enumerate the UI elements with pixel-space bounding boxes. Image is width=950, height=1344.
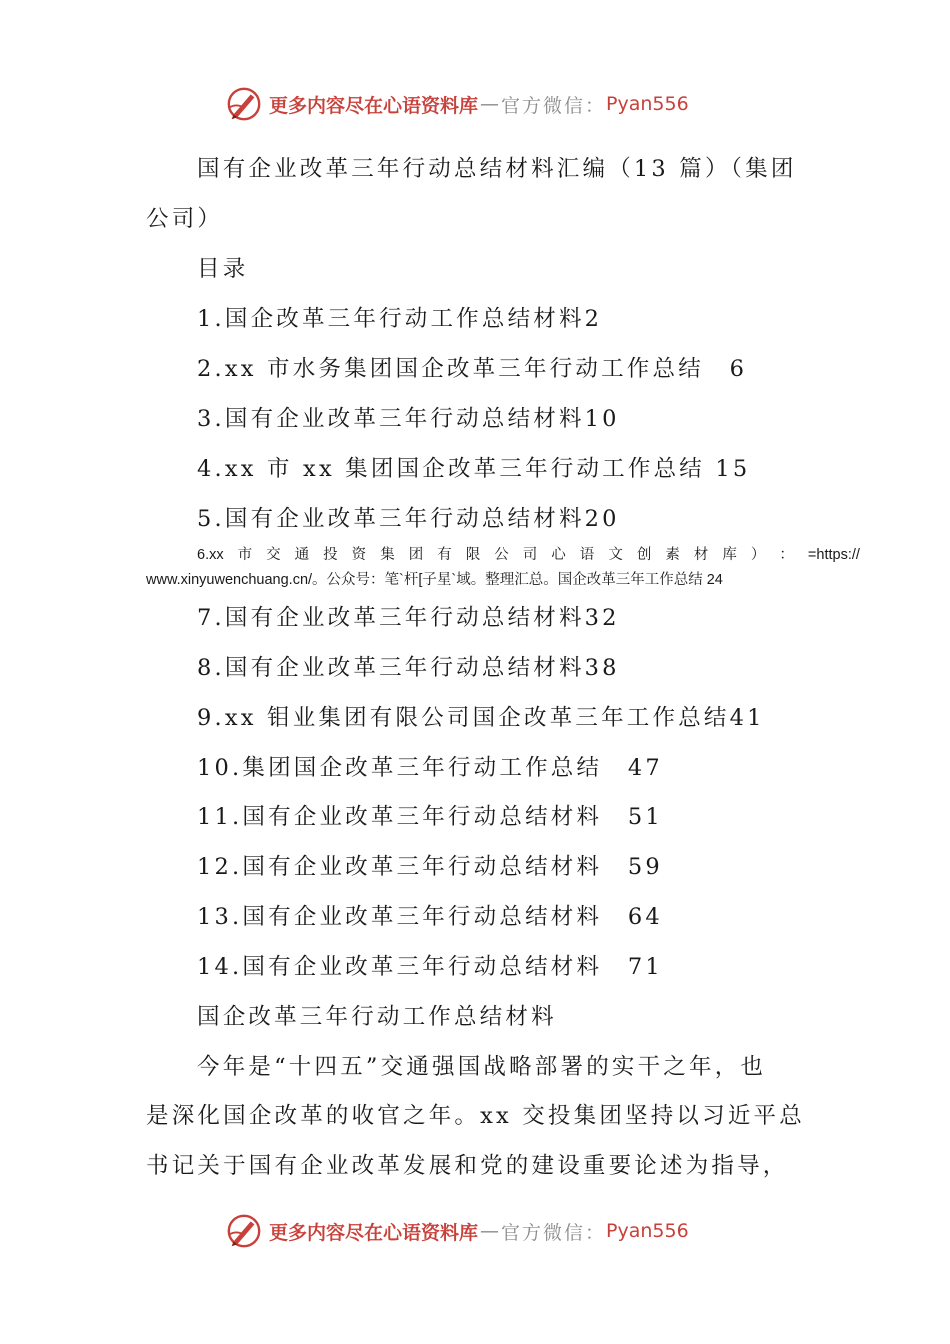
section-heading: 国企改革三年行动工作总结材料	[197, 1004, 557, 1030]
banner-separator: —	[480, 1220, 500, 1242]
toc-item: 3.国有企业改革三年行动总结材料10	[197, 406, 620, 432]
pen-logo-icon	[225, 85, 263, 123]
document-title-line-2: 公司）	[146, 206, 224, 232]
banner-wechat-label: 官方微信：	[501, 94, 607, 117]
toc-item: 4.xx 市 xx 集团国企改革三年行动工作总结 15	[197, 456, 751, 482]
toc-item: 14.国有企业改革三年行动总结材料 71	[197, 954, 663, 980]
pen-logo-icon	[225, 1212, 263, 1250]
header-banner	[225, 84, 689, 124]
toc-item: 9.xx 钼业集团有限公司国企改革三年工作总结41	[197, 705, 765, 731]
body-line: 书记关于国有企业改革发展和党的建设重要论述为指导，	[146, 1153, 789, 1179]
toc-item: 1.国企改革三年行动工作总结材料2	[197, 306, 603, 332]
toc-item: 11.国有企业改革三年行动总结材料 51	[197, 804, 663, 830]
toc-item-6-line-2: www.xinyuwenchuang.cn/。公众号：笔`杆[子星`域。整理汇总。国企改革三年工作总结 24	[146, 572, 723, 588]
toc-item-6-line-1: 6.xx 市 交 通 投 资 集 团 有 限 公 司 心 语 文 创 素 材 库 ） ： =https://	[197, 547, 860, 563]
banner-wechat-label: 官方微信：	[501, 1221, 607, 1244]
body-line: 是深化国企改革的收官之年。xx 交投集团坚持以习近平总	[146, 1103, 805, 1129]
toc-item: 8.国有企业改革三年行动总结材料38	[197, 655, 620, 681]
banner-wechat-id: Pyan556	[606, 1220, 689, 1242]
toc-heading: 目录	[197, 256, 249, 282]
body-line: 今年是“十四五”交通强国战略部署的实干之年，也	[197, 1054, 767, 1080]
toc-item: 10.集团国企改革三年行动工作总结 47	[197, 755, 663, 781]
toc-item: 12.国有企业改革三年行动总结材料 59	[197, 854, 663, 880]
footer-banner	[225, 1211, 689, 1251]
toc-item: 5.国有企业改革三年行动总结材料20	[197, 506, 620, 532]
banner-wechat-id: Pyan556	[606, 93, 689, 115]
toc-item: 13.国有企业改革三年行动总结材料 64	[197, 904, 663, 930]
toc-item: 7.国有企业改革三年行动总结材料32	[197, 605, 620, 631]
toc-item: 2.xx 市水务集团国企改革三年行动工作总结 6	[197, 356, 748, 382]
banner-separator: —	[480, 93, 500, 115]
banner-main-text: 更多内容尽在心语资料库	[269, 1221, 479, 1244]
banner-main-text: 更多内容尽在心语资料库	[269, 94, 479, 117]
document-title-line-1: 国有企业改革三年行动总结材料汇编（13 篇）（集团	[197, 156, 797, 182]
